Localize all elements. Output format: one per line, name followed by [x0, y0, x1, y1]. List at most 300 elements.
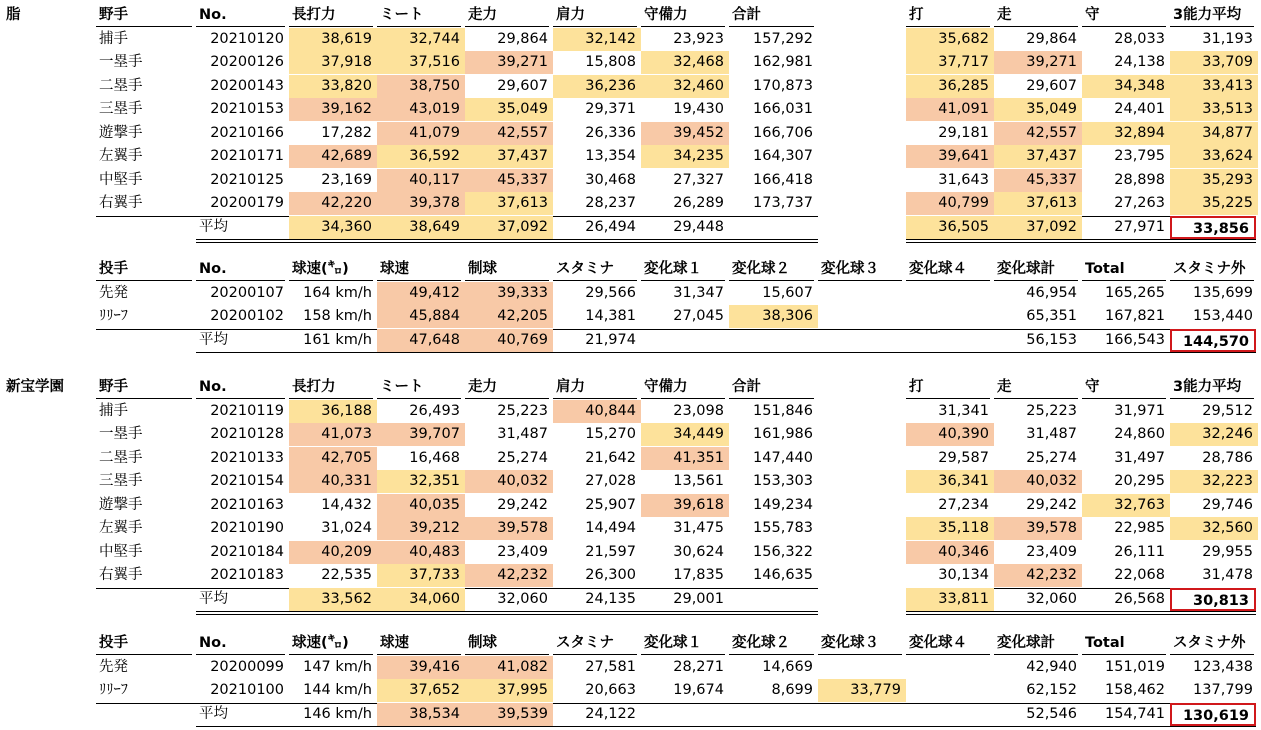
fielder-header: 合計: [729, 4, 814, 27]
fielder-header: 野手: [96, 4, 192, 27]
stat-cell: 39,162: [289, 98, 377, 121]
avg-cell: 146 km/h: [303, 705, 372, 722]
stat-cell: 36,236: [553, 75, 641, 98]
stat-cell: 42,557: [465, 122, 553, 145]
avg-summary-cell: 36,505: [906, 216, 994, 239]
stat-cell: 40,209: [289, 541, 377, 564]
team-average-highlight: 33,856: [1170, 216, 1256, 239]
summary-cell: 28,033: [1114, 30, 1165, 47]
stat-cell: 39,452: [641, 122, 729, 145]
avg-cell: 38,649: [377, 216, 465, 239]
pitch-cell: 135,699: [1193, 284, 1253, 301]
pitcher-role: 先発: [99, 284, 128, 301]
avg-cell: 47,648: [377, 329, 465, 352]
position-label: 左翼手: [99, 520, 143, 536]
player-number: 20200179: [210, 195, 284, 211]
position-label: 三塁手: [99, 473, 143, 489]
fielder-right-header: 走: [994, 376, 1078, 399]
stat-cell: 23,169: [321, 171, 372, 188]
stat-cell: 23,098: [673, 402, 724, 419]
stat-cell: 41,351: [641, 447, 729, 470]
stat-cell: 40,844: [553, 400, 641, 423]
summary-cell: 32,763: [1082, 494, 1170, 517]
avg-cell: [818, 703, 906, 726]
pitcher-total-highlight: 144,570: [1170, 329, 1256, 352]
summary-cell: 29,242: [1026, 496, 1077, 513]
summary-cell: 37,437: [994, 145, 1082, 168]
stat-cell: 166,706: [753, 124, 813, 141]
stat-cell: 13,354: [585, 148, 636, 164]
pitcher-header: 変化球４: [906, 258, 990, 281]
summary-cell: 39,271: [994, 51, 1082, 74]
pitcher-header: No.: [196, 632, 285, 655]
summary-cell: 36,341: [906, 470, 994, 493]
stat-cell: 25,223: [497, 402, 548, 419]
pitch-cell: [818, 305, 906, 328]
fielder-header: ミート: [377, 376, 461, 399]
double-underline: [196, 239, 818, 243]
fielder-header: 長打力: [289, 376, 373, 399]
avg-label: 平均: [199, 705, 228, 722]
pitch-cell: 46,954: [1026, 284, 1077, 301]
position-label: 捕手: [99, 402, 128, 419]
player-number: 20210120: [210, 30, 284, 47]
stat-cell: 39,578: [465, 517, 553, 540]
avg-cell: [818, 329, 906, 352]
pitcher-header: 球速(㌔): [289, 632, 373, 655]
pitcher-header: 制球: [465, 632, 549, 655]
avg-summary-cell: 33,811: [906, 588, 994, 611]
stat-cell: 32,460: [641, 75, 729, 98]
stat-cell: 162,981: [753, 54, 813, 70]
player-number: 20210128: [210, 426, 284, 442]
stat-cell: 42,705: [289, 447, 377, 470]
stat-cell: 37,613: [465, 192, 553, 215]
fielder-right-header: 3能力平均: [1170, 4, 1254, 27]
position-label: 遊撃手: [99, 496, 143, 513]
summary-cell: 28,786: [1202, 449, 1253, 466]
pitcher-header: 球速: [377, 632, 461, 655]
avg-cell: 37,092: [465, 216, 553, 239]
pitch-cell: 147 km/h: [303, 658, 372, 675]
stat-cell: 29,607: [497, 77, 548, 94]
stat-cell: 15,808: [585, 54, 636, 70]
pitcher-role: ﾘﾘｰﾌ: [99, 682, 128, 698]
pitch-cell: 33,779: [818, 679, 906, 702]
pitch-cell: 37,652: [377, 679, 465, 702]
summary-cell: 31,971: [1114, 402, 1165, 419]
pitcher-header: 変化球計: [994, 632, 1078, 655]
pitch-cell: 151,019: [1105, 658, 1165, 675]
pitch-cell: 15,607: [762, 284, 813, 301]
summary-cell: 32,894: [1082, 122, 1170, 145]
avg-cell: 33,562: [289, 588, 377, 611]
summary-cell: 37,717: [906, 51, 994, 74]
stat-cell: 42,232: [465, 564, 553, 587]
pitch-cell: 37,995: [465, 679, 553, 702]
avg-cell: 34,060: [377, 588, 465, 611]
stat-cell: 37,437: [465, 145, 553, 168]
pitcher-header: スタミナ: [553, 632, 637, 655]
stat-cell: 26,336: [585, 124, 636, 141]
player-number: 20200107: [210, 284, 284, 301]
avg-cell: 21,974: [585, 331, 636, 348]
stat-cell: 36,188: [289, 400, 377, 423]
summary-cell: 42,232: [994, 564, 1082, 587]
stat-cell: 30,468: [585, 171, 636, 188]
pitch-cell: 27,581: [585, 658, 636, 675]
pitch-cell: 65,351: [1026, 308, 1077, 324]
avg-cell: [729, 216, 818, 239]
pitcher-header: 球速: [377, 258, 461, 281]
summary-cell: 28,898: [1114, 171, 1165, 188]
stat-cell: 45,337: [465, 169, 553, 192]
pitcher-header: 変化球２: [729, 632, 814, 655]
stat-cell: 15,270: [585, 426, 636, 442]
pitch-cell: 144 km/h: [303, 682, 372, 698]
summary-cell: 40,390: [906, 423, 994, 446]
summary-cell: 31,497: [1114, 449, 1165, 466]
summary-cell: 25,274: [1026, 449, 1077, 466]
stat-cell: 31,487: [497, 426, 548, 442]
avg-cell: 32,060: [497, 590, 548, 607]
fielder-header: 走力: [465, 4, 549, 27]
pitch-cell: [818, 282, 906, 305]
avg-cell: 39,539: [465, 703, 553, 726]
stat-cell: 157,292: [753, 30, 813, 47]
avg-cell: 40,769: [465, 329, 553, 352]
summary-cell: 33,709: [1170, 51, 1258, 74]
pitcher-header: Total: [1082, 258, 1166, 281]
pitcher-header: No.: [196, 258, 285, 281]
stat-cell: 166,418: [753, 171, 813, 188]
summary-cell: 29,607: [1026, 77, 1077, 94]
position-label: 捕手: [99, 30, 128, 47]
pitcher-header: 変化球２: [729, 258, 814, 281]
fielder-header: 合計: [729, 376, 814, 399]
pitch-cell: [906, 282, 994, 305]
bottom-border: [196, 352, 1256, 353]
stat-cell: 29,864: [497, 30, 548, 47]
stat-cell: 26,300: [585, 567, 636, 583]
pitcher-header: Total: [1082, 632, 1166, 655]
pitch-cell: 19,674: [673, 682, 724, 698]
fielder-header: 肩力: [553, 4, 637, 27]
fielder-right-header: 3能力平均: [1170, 376, 1254, 399]
avg-cell: 29,001: [673, 590, 724, 607]
stat-cell: 29,242: [497, 496, 548, 513]
stat-cell: 32,468: [641, 51, 729, 74]
stat-cell: 40,117: [377, 169, 465, 192]
summary-cell: 31,487: [1026, 426, 1077, 442]
pitcher-header: スタミナ: [553, 258, 637, 281]
summary-cell: 22,985: [1114, 520, 1165, 536]
pitcher-header: 変化球３: [818, 258, 902, 281]
fielder-header: 守備力: [641, 4, 725, 27]
summary-cell: 40,346: [906, 541, 994, 564]
pitch-cell: 39,416: [377, 656, 465, 679]
stat-cell: 173,737: [753, 195, 813, 211]
pitcher-header: 変化球４: [906, 632, 990, 655]
pitch-cell: 137,799: [1193, 682, 1253, 698]
summary-cell: 33,624: [1170, 145, 1258, 168]
stat-cell: 23,923: [673, 30, 724, 47]
player-number: 20200099: [210, 658, 284, 675]
stat-cell: 39,707: [377, 423, 465, 446]
pitcher-header: 変化球１: [641, 258, 725, 281]
stat-cell: 38,750: [377, 75, 465, 98]
pitch-cell: 8,699: [771, 682, 813, 698]
avg-summary-cell: 32,060: [1026, 590, 1077, 607]
summary-cell: 27,234: [938, 496, 989, 513]
stat-cell: 40,032: [465, 470, 553, 493]
player-number: 20210125: [210, 171, 284, 188]
stat-cell: 17,835: [673, 567, 724, 583]
summary-cell: 20,295: [1114, 473, 1165, 489]
position-label: 左翼手: [99, 148, 143, 164]
stat-cell: 146,635: [753, 567, 813, 583]
stat-cell: 33,820: [289, 75, 377, 98]
position-label: 遊撃手: [99, 124, 143, 141]
summary-cell: 29,512: [1202, 402, 1253, 419]
stat-cell: 151,846: [753, 402, 813, 419]
summary-cell: 24,138: [1114, 54, 1165, 70]
summary-cell: 29,181: [938, 124, 989, 141]
summary-cell: 26,111: [1114, 543, 1165, 560]
pitcher-header: スタミナ外: [1170, 632, 1254, 655]
stat-cell: 40,483: [377, 541, 465, 564]
double-underline: [196, 611, 818, 615]
stat-cell: 166,031: [753, 101, 813, 117]
stat-cell: 26,289: [673, 195, 724, 211]
avg-cell: 154,741: [1105, 705, 1165, 722]
stat-cell: 22,535: [321, 567, 372, 583]
position-label: 中堅手: [99, 543, 143, 560]
avg-cell: [729, 703, 818, 726]
stat-cell: 164,307: [753, 148, 813, 164]
pitcher-header: 投手: [96, 632, 192, 655]
stat-cell: 21,597: [585, 543, 636, 560]
summary-cell: 24,860: [1114, 426, 1165, 442]
stat-cell: 17,282: [321, 124, 372, 141]
summary-cell: 39,578: [994, 517, 1082, 540]
summary-cell: 42,557: [994, 122, 1082, 145]
stat-cell: 25,274: [497, 449, 548, 466]
pitch-cell: 28,271: [673, 658, 724, 675]
pitcher-header: 変化球１: [641, 632, 725, 655]
fielder-header: 長打力: [289, 4, 373, 27]
pitch-cell: 167,821: [1105, 308, 1165, 324]
summary-cell: 30,134: [938, 567, 989, 583]
fielder-header: No.: [196, 376, 285, 399]
pitcher-header: 変化球計: [994, 258, 1078, 281]
pitch-cell: 158 km/h: [303, 308, 372, 324]
summary-cell: 24,401: [1114, 101, 1165, 117]
summary-cell: 36,285: [906, 75, 994, 98]
pitch-cell: 42,205: [465, 305, 553, 328]
pitcher-role: 先発: [99, 658, 128, 675]
avg-summary-cell: 37,092: [994, 216, 1082, 239]
player-number: 20210166: [210, 124, 284, 141]
stat-cell: 32,744: [377, 28, 465, 51]
stat-cell: 19,430: [673, 101, 724, 117]
stat-cell: 37,516: [377, 51, 465, 74]
summary-cell: 40,032: [994, 470, 1082, 493]
avg-cell: 166,543: [1105, 331, 1165, 348]
pitch-cell: 20,663: [585, 682, 636, 698]
fielder-header: ミート: [377, 4, 461, 27]
stat-cell: 37,918: [289, 51, 377, 74]
position-label: 中堅手: [99, 171, 143, 188]
stat-cell: 14,432: [321, 496, 372, 513]
summary-cell: 35,293: [1170, 169, 1258, 192]
bottom-border: [196, 726, 1256, 727]
pitch-cell: 165,265: [1105, 284, 1165, 301]
stat-cell: 37,733: [377, 564, 465, 587]
avg-label: 平均: [199, 218, 228, 235]
avg-cell: 24,122: [585, 705, 636, 722]
summary-cell: 29,955: [1202, 543, 1253, 560]
summary-cell: 35,049: [994, 98, 1082, 121]
stat-cell: 149,234: [753, 496, 813, 513]
stat-cell: 26,493: [409, 402, 460, 419]
stat-cell: 28,237: [585, 195, 636, 211]
summary-cell: 40,799: [906, 192, 994, 215]
pitch-cell: [906, 656, 994, 679]
pitch-cell: 41,082: [465, 656, 553, 679]
pitch-cell: 62,152: [1026, 682, 1077, 698]
summary-cell: 23,795: [1114, 148, 1165, 164]
pitch-cell: 39,333: [465, 282, 553, 305]
summary-cell: 45,337: [994, 169, 1082, 192]
summary-cell: 29,587: [938, 449, 989, 466]
stat-cell: 16,468: [409, 449, 460, 466]
stat-cell: 35,049: [465, 98, 553, 121]
player-number: 20210119: [210, 402, 284, 419]
avg-cell: 24,135: [585, 590, 636, 607]
stat-cell: 25,907: [585, 496, 636, 513]
stat-cell: 153,303: [753, 473, 813, 489]
summary-cell: 35,118: [906, 517, 994, 540]
stat-cell: 38,619: [289, 28, 377, 51]
stat-cell: 147,440: [753, 449, 813, 466]
pitch-cell: 123,438: [1193, 658, 1253, 675]
stat-cell: 23,409: [497, 543, 548, 560]
pitch-cell: 14,381: [585, 308, 636, 324]
summary-cell: 33,513: [1170, 98, 1258, 121]
stat-cell: 30,624: [673, 543, 724, 560]
stat-cell: 31,024: [321, 520, 372, 536]
player-number: 20210133: [210, 449, 284, 466]
avg-cell: 38,534: [377, 703, 465, 726]
position-label: 二塁手: [99, 77, 143, 94]
summary-cell: 31,478: [1202, 567, 1253, 583]
summary-cell: 25,223: [1026, 402, 1077, 419]
pitcher-header: スタミナ外: [1170, 258, 1254, 281]
summary-cell: 29,746: [1202, 496, 1253, 513]
team-average-highlight: 30,813: [1170, 588, 1256, 611]
pitch-cell: 27,045: [673, 308, 724, 324]
stat-cell: 27,028: [585, 473, 636, 489]
summary-cell: 37,613: [994, 192, 1082, 215]
player-number: 20210183: [210, 567, 284, 583]
stat-cell: 43,019: [377, 98, 465, 121]
pitch-cell: [818, 656, 906, 679]
pitch-cell: 158,462: [1105, 682, 1165, 698]
player-number: 20200102: [210, 308, 284, 324]
stat-cell: 31,475: [673, 520, 724, 536]
stat-cell: 41,073: [289, 423, 377, 446]
player-number: 20200126: [210, 54, 284, 70]
avg-cell: [729, 329, 818, 352]
avg-cell: 52,546: [1026, 705, 1077, 722]
position-label: 二塁手: [99, 449, 143, 466]
fielder-header: 走力: [465, 376, 549, 399]
summary-cell: 31,193: [1202, 30, 1253, 47]
summary-cell: 41,091: [906, 98, 994, 121]
stat-cell: 29,371: [585, 101, 636, 117]
pitch-cell: 42,940: [1026, 658, 1077, 675]
pitch-cell: 164 km/h: [303, 284, 372, 301]
stat-cell: 170,873: [753, 77, 813, 94]
stat-cell: 27,327: [673, 171, 724, 188]
double-underline: [906, 611, 1256, 615]
pitcher-header: 球速(㌔): [289, 258, 373, 281]
stat-cell: 32,351: [377, 470, 465, 493]
avg-label: 平均: [199, 331, 228, 348]
avg-cell: 161 km/h: [303, 331, 372, 348]
pitch-cell: 31,347: [673, 284, 724, 301]
avg-cell: [729, 588, 818, 611]
fielder-header: 野手: [96, 376, 192, 399]
player-number: 20200143: [210, 77, 284, 94]
stat-cell: 155,783: [753, 520, 813, 536]
stat-cell: 39,271: [465, 51, 553, 74]
position-label: 右翼手: [99, 195, 143, 211]
summary-cell: 39,641: [906, 145, 994, 168]
fielder-right-header: 打: [906, 4, 990, 27]
pitcher-header: 変化球３: [818, 632, 902, 655]
stat-cell: 40,035: [377, 494, 465, 517]
pitch-cell: 45,884: [377, 305, 465, 328]
fielder-right-header: 打: [906, 376, 990, 399]
summary-cell: 35,682: [906, 28, 994, 51]
summary-cell: 33,413: [1170, 75, 1258, 98]
summary-cell: 22,068: [1114, 567, 1165, 583]
fielder-right-header: 守: [1082, 376, 1166, 399]
fielder-right-header: 走: [994, 4, 1078, 27]
summary-cell: 23,409: [1026, 543, 1077, 560]
pitcher-header: 制球: [465, 258, 549, 281]
fielder-header: 肩力: [553, 376, 637, 399]
fielder-right-header: 守: [1082, 4, 1166, 27]
stat-cell: 39,212: [377, 517, 465, 540]
position-label: 一塁手: [99, 426, 143, 442]
avg-cell: 26,494: [585, 218, 636, 235]
stat-cell: 161,986: [753, 426, 813, 442]
summary-cell: 32,223: [1170, 470, 1258, 493]
stat-cell: 34,235: [641, 145, 729, 168]
stat-cell: 21,642: [585, 449, 636, 466]
summary-cell: 29,864: [1026, 30, 1077, 47]
stat-cell: 36,592: [377, 145, 465, 168]
position-label: 右翼手: [99, 567, 143, 583]
pitch-cell: 29,566: [585, 284, 636, 301]
avg-label: 平均: [199, 590, 228, 607]
stat-cell: 39,378: [377, 192, 465, 215]
player-number: 20210163: [210, 496, 284, 513]
pitcher-header: 投手: [96, 258, 192, 281]
